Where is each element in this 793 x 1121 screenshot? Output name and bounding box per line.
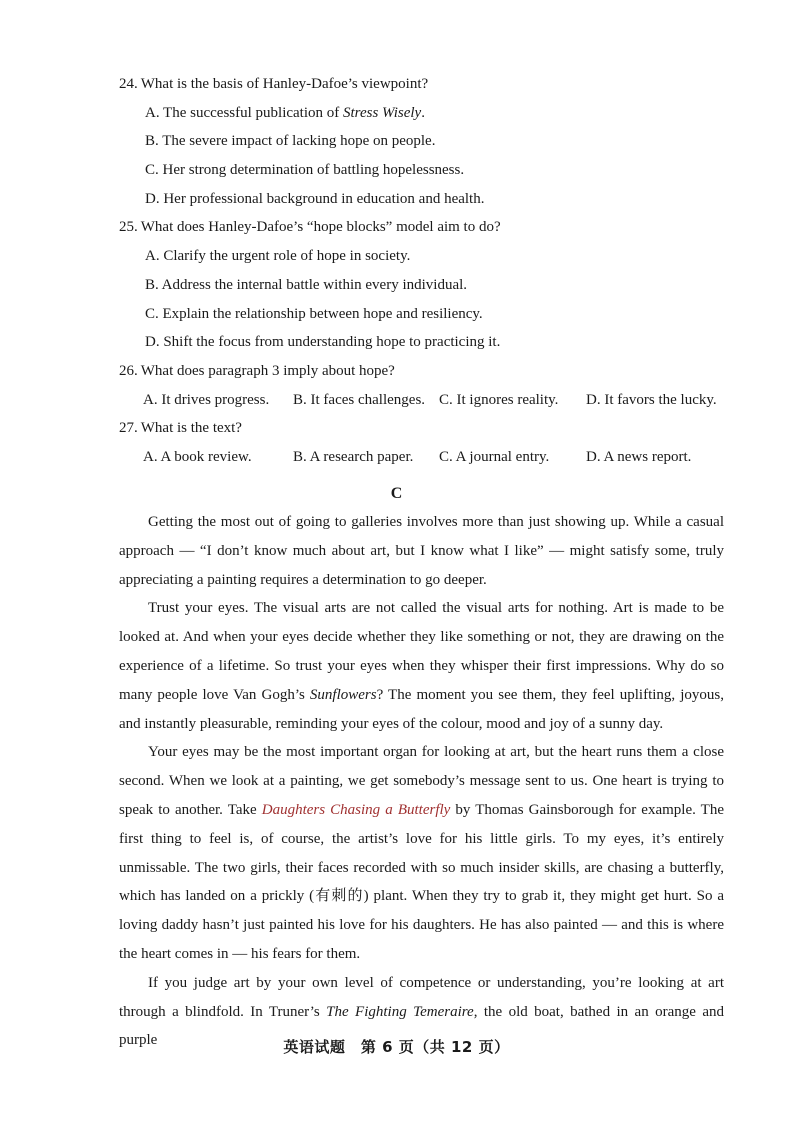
question-stem (119, 357, 729, 386)
question-text: What is the text? (140, 420, 242, 437)
artwork-title: Daughters Chasing a Butterfly (261, 801, 451, 818)
page-footer: 英语试题 第 6 页（共 12 页） (283, 1038, 510, 1056)
question-list (119, 70, 729, 472)
option-d: D. It favors the lucky. (586, 391, 717, 408)
option-a: A. A book review. (143, 448, 252, 465)
option-b: B. Address the internal battle within every individual. (145, 276, 468, 293)
option-a: A. Clarify the urgent role of hope in society. (145, 248, 411, 265)
question-27 (119, 414, 729, 471)
paragraph-text: Trust your eyes. The visual arts are not called the visual arts for nothing. Art is made to be looked at. And when your eyes decide whether they like something or not, they are drawing on the experience of a lifetime. So trust your eyes when they whisper their first impressions. Why do so many people love Van Gogh’s (119, 600, 724, 703)
option-row (119, 443, 729, 472)
option-b: B. The severe impact of lacking hope on people. (145, 133, 436, 150)
paragraph-1: Getting the most out of going to galleries involves more than just showing up. While a casual approach — “I don’t know much about art, but I know what I like” — might satisfy some, truly appreciating a painting requires a determination to go deeper. (119, 514, 724, 588)
option-a: A. It drives progress. (143, 391, 270, 408)
paragraph-text: by Thomas Gainsborough for example. The first thing to feel is, of course, the artist’s love for his little girls. To my eyes, it’s entirely unmissable. The two girls, their faces recorded with so much insider skills, are chasing a butterfly, which has landed on a prickly (有刺的) plant. When they try to grab it, they might get hurt. So a loving daddy hasn’t just painted his love for his daughters. He has also painted — and this is where the heart comes in — his fears for them. (119, 801, 724, 962)
question-text: What does Hanley-Dafoe’s “hope blocks” model aim to do? (140, 219, 501, 236)
book-title: Stress Wisely (343, 104, 422, 121)
section-heading: C (390, 485, 403, 502)
option-d: D. Shift the focus from understanding hope to practicing it. (145, 334, 501, 351)
question-26 (119, 357, 729, 414)
option-suffix: . (421, 104, 425, 121)
question-25 (119, 213, 729, 356)
question-text: What is the basis of Hanley-Dafoe’s viewpoint? (140, 76, 429, 92)
paragraph-text: Your eyes may be the most important organ for looking at art, but the heart runs them a close second. When we look at a painting, we get somebody’s message sent to us. One heart is trying to speak to another. Take (119, 744, 724, 818)
option-c: C. Explain the relationship between hope and resiliency. (145, 305, 483, 322)
option-text: A. The successful publication of (145, 104, 344, 121)
paragraph-3 (119, 738, 724, 968)
option-b: B. A research paper. (293, 448, 414, 465)
reading-passage (119, 508, 724, 1055)
question-stem (119, 70, 729, 99)
question-24 (119, 70, 729, 213)
option-d: D. A news report. (586, 448, 692, 465)
option-d: D. Her professional background in education and health. (145, 190, 485, 207)
option-c: C. It ignores reality. (439, 391, 559, 408)
paragraph-text: ? The moment you see them, they feel uplifting, joyous, and instantly pleasurable, reminding your eyes of the colour, mood and joy of a sunny day. (119, 686, 724, 732)
option-b: B. It faces challenges. (293, 391, 426, 408)
question-stem (119, 414, 729, 443)
question-number: 24. (119, 76, 138, 92)
question-stem (119, 213, 729, 242)
option-row (119, 386, 729, 415)
question-number: 27. (119, 420, 138, 437)
artwork-title: The Fighting Temeraire (326, 1003, 474, 1020)
question-number: 26. (119, 362, 138, 379)
question-text: What does paragraph 3 imply about hope? (140, 362, 395, 379)
option-c: C. A journal entry. (439, 448, 550, 465)
paragraph-text: If you judge art by your own level of competence or understanding, you’re looking at art through a blindfold. In Truner’s (119, 974, 724, 1020)
option-a (119, 99, 729, 128)
option-c: C. Her strong determination of battling hopelessness. (145, 162, 465, 179)
paragraph-2 (119, 594, 724, 738)
question-number: 25. (119, 219, 138, 236)
artwork-title: Sunflowers (309, 686, 377, 703)
paragraph-text: , the old boat, bathed in an orange and purple (119, 1003, 724, 1049)
